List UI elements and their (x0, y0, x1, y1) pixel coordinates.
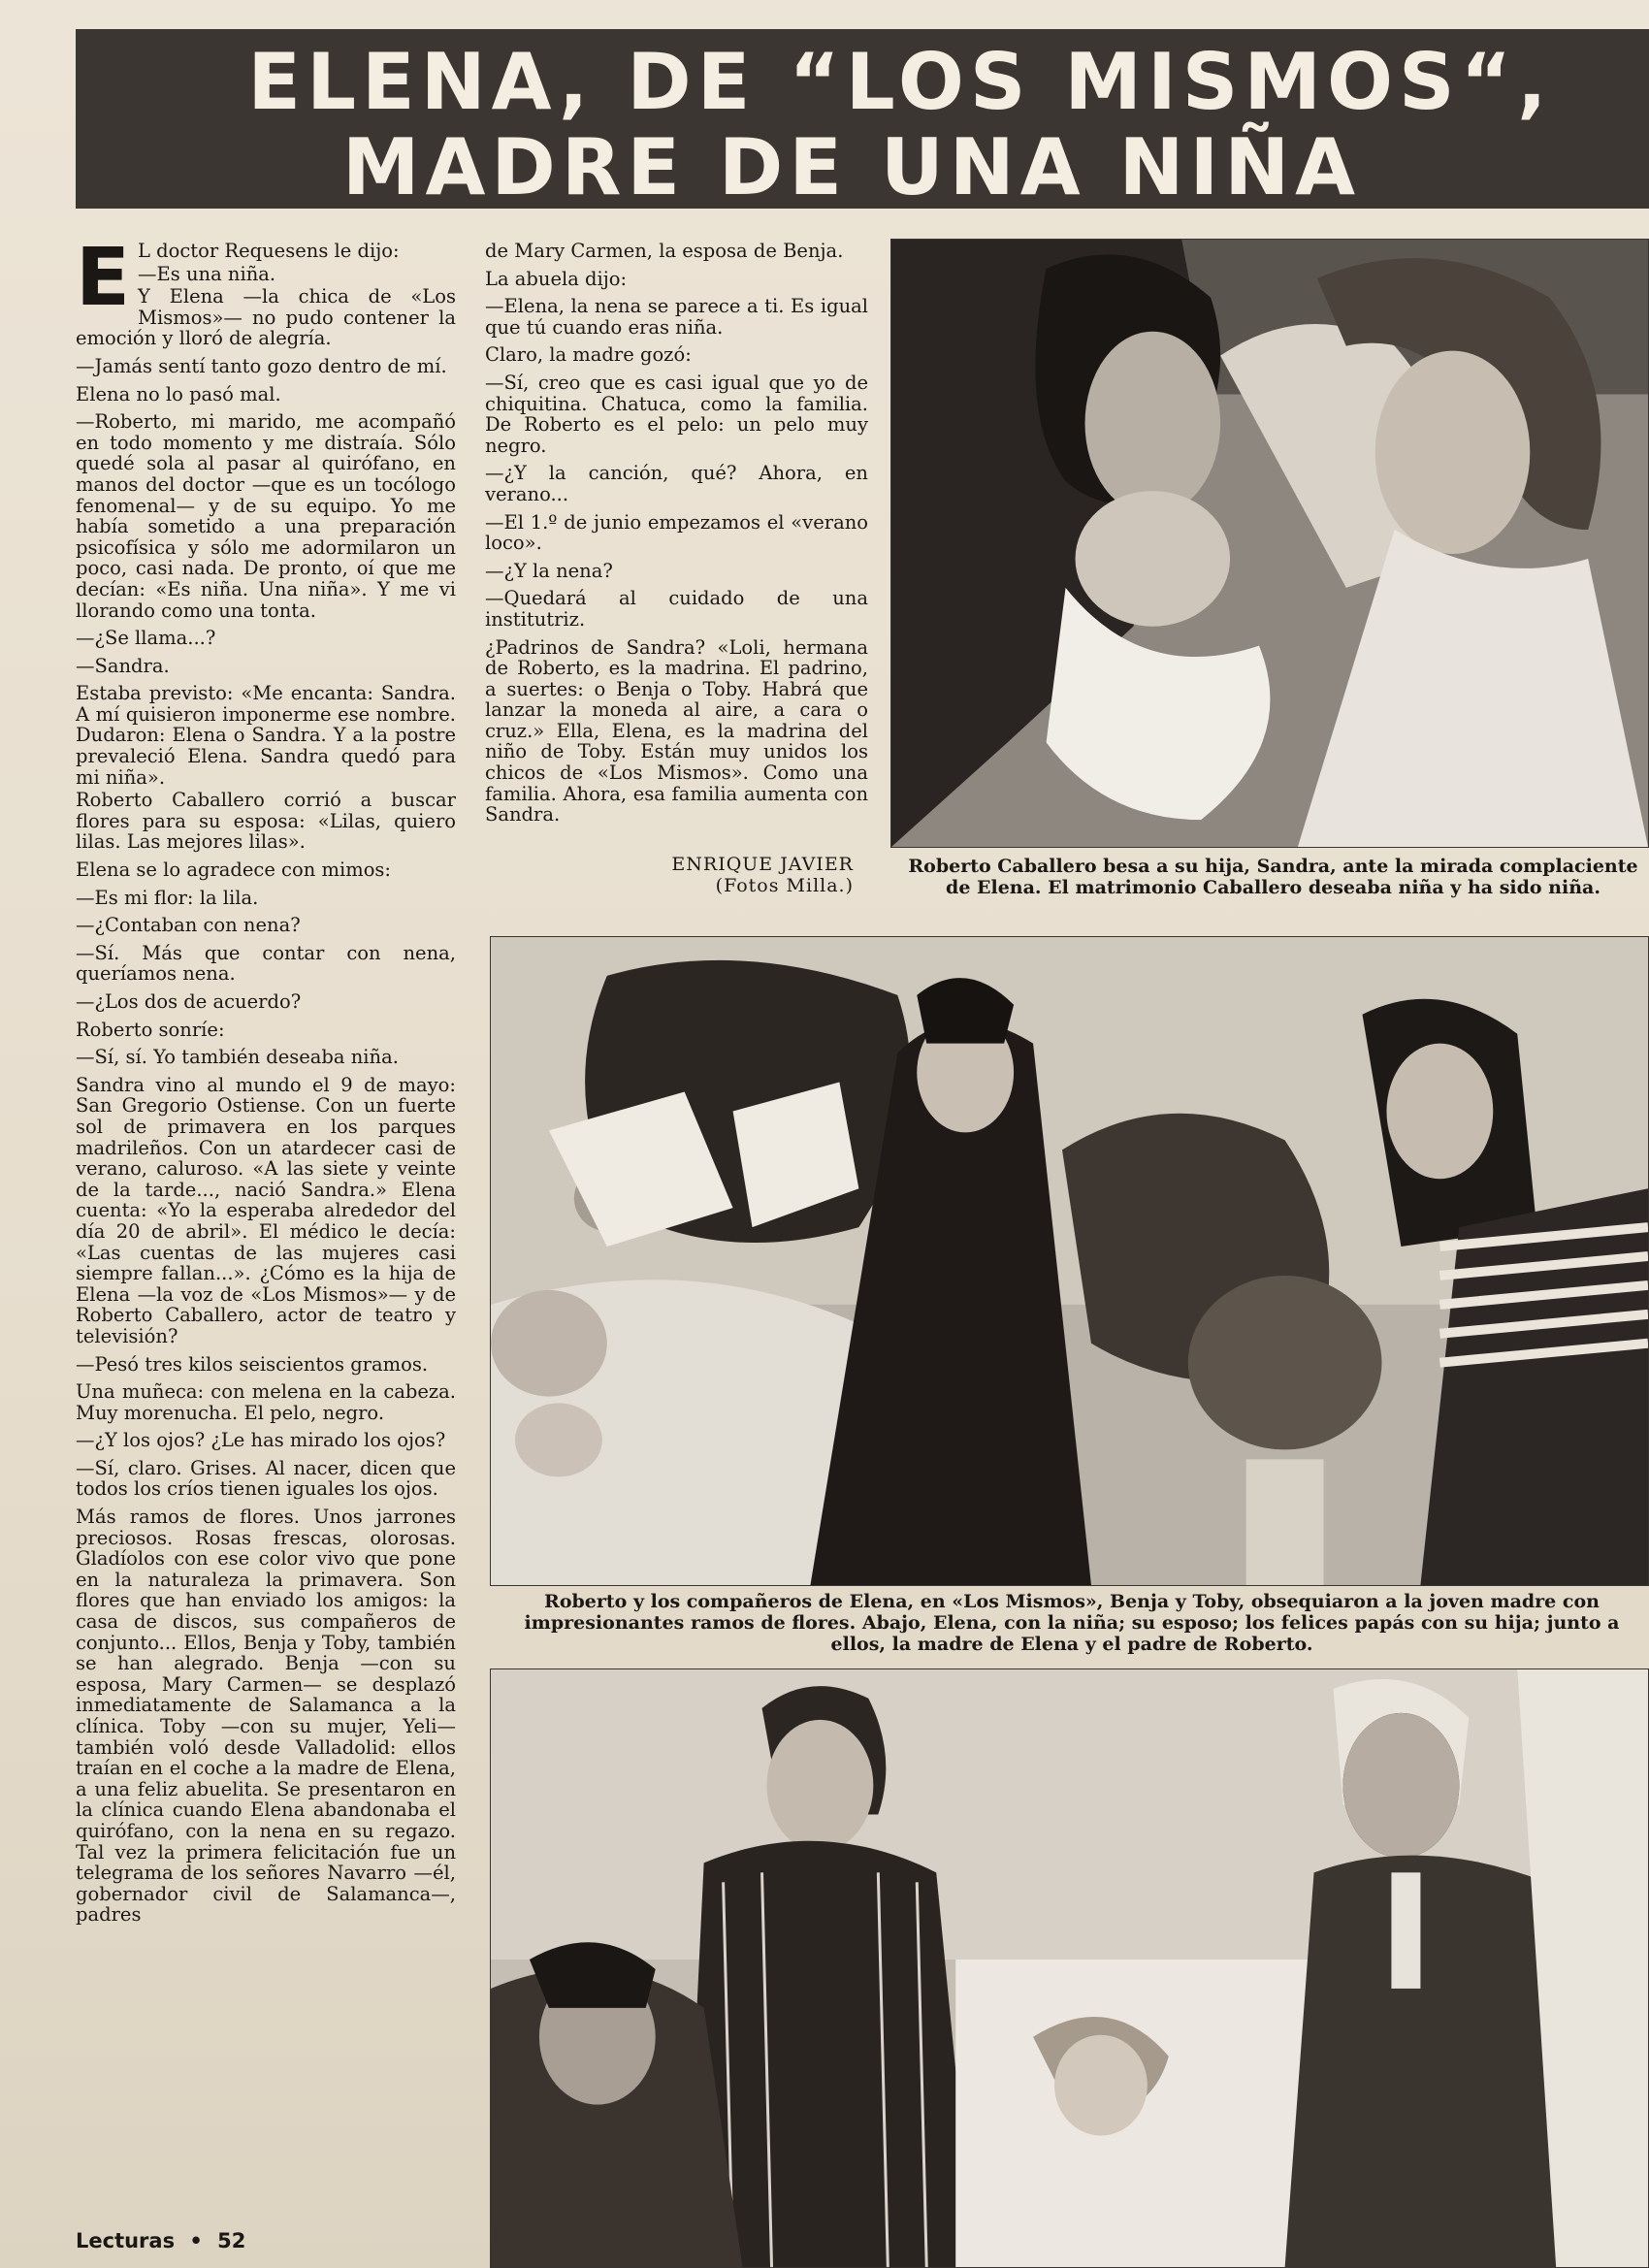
paragraph: —Sí, claro. Grises. Al nacer, dicen que todos los críos tienen iguales los ojos. (76, 1456, 456, 1501)
byline (543, 854, 854, 896)
paragraph: ¿Padrinos de Sandra? «Loli, hermana de Roberto, es la madrina. El padrino, a suertes: o Benja o Toby. Habrá que lanzar la moneda al aire, a cara o cruz.» Ella, Elena, es la madrina del niño de Toby. Están muy unidos los chicos de «Los Mismos». Como una familia. Ahora, esa familia aumenta con Sandra. (485, 635, 868, 826)
drop-cap: E (76, 232, 131, 324)
photo-family-bedside (490, 1669, 1649, 2268)
paragraph: Roberto Caballero corrió a buscar flores para su esposa: «Lilas, quiero lilas. Las mejores lilas». (76, 789, 456, 854)
paragraph: —¿Y los ojos? ¿Le has mirado los ojos? (76, 1429, 446, 1452)
paragraph: L doctor Requesens le dijo: (138, 240, 400, 262)
paragraph: —Jamás sentí tanto gozo dentro de mí. (76, 354, 447, 377)
paragraph: —Sandra. (76, 654, 170, 677)
paragraph: —Elena, la nena se parece a ti. Es igual que tú cuando eras niña. (485, 295, 868, 339)
article-column-1 (76, 232, 456, 1932)
headline-line-2: MADRE DE UNA NIÑA (341, 122, 1362, 209)
paragraph: —Sí. Más que contar con nena, queríamos nena. (76, 941, 456, 986)
paragraph: Una muñeca: con melena en la cabeza. Muy morenucha. El pelo, negro. (76, 1380, 456, 1424)
photo-caption-2: Roberto y los compañeros de Elena, en «Los Mismos», Benja y Toby, obsequiaron a la joven madre con impresionantes ramos de flores. Abajo, Elena, con la niña; su esposo; los felices papás con su hija; junto a ellos, la madre de Elena y el padre de Roberto. (524, 1591, 1620, 1655)
paragraph: —¿Y la nena? (485, 559, 613, 582)
paragraph: Elena no lo pasó mal. (76, 382, 281, 405)
headline-banner (76, 29, 1649, 209)
paragraph: —¿Se llama...? (76, 627, 216, 650)
paragraph: —¿Contaban con nena? (76, 914, 301, 937)
page-number: 52 (217, 2229, 246, 2252)
paragraph: —Roberto, mi marido, me acompañó en todo momento y me distraía. Sólo quedé sola al pasar al quirófano, en manos del doctor —que es un tocólogo fenomenal— y de su equipo. Yo me había sometido a una preparación psicofísica y sólo me adormilaron un poco, casi nada. De pronto, oí que me decían: «Es niña. Una niña». Y me vi llorando como una tonta. (76, 410, 456, 622)
paragraph: —Es una niña. (138, 262, 276, 285)
photo-flowers-visit (490, 936, 1649, 1586)
paragraph: —Sí, sí. Yo también deseaba niña. (76, 1046, 399, 1069)
paragraph: Claro, la madre gozó: (485, 343, 692, 367)
paragraph: —Pesó tres kilos seiscientos gramos. (76, 1352, 429, 1376)
paragraph: Roberto sonríe: (76, 1018, 225, 1041)
paragraph: de Mary Carmen, la esposa de Benja. (485, 240, 844, 262)
photo-credit: (Fotos Milla.) (715, 875, 854, 896)
paragraph: —El 1.º de junio empezamos el «verano loco». (485, 510, 868, 555)
author-name: ENRIQUE JAVIER (671, 854, 854, 875)
paragraph: Estaba previsto: «Me encanta: Sandra. A mí quisieron imponerme ese nombre. Dudaron: Elena o Sandra. Y a la postre prevaleció Elena. Sandra quedó para mi niña». (76, 682, 456, 789)
headline-line-1: ELENA, DE “LOS MISMOS“, (247, 37, 1553, 127)
paragraph: Y Elena —la chica de «Los Mismos»— no pudo contener la emoción y lloró de alegría. (76, 285, 456, 350)
article-column-2 (485, 241, 868, 832)
magazine-name: Lecturas (76, 2229, 176, 2252)
paragraph: —¿Y la canción, qué? Ahora, en verano... (485, 462, 868, 505)
photo-father-kissing-baby (890, 239, 1649, 848)
footer-bullet: • (189, 2229, 203, 2252)
page-footer (76, 2229, 253, 2252)
paragraph: —Quedará al cuidado de una institutriz. (485, 587, 868, 631)
paragraph: —Es mi flor: la lila. (76, 886, 259, 909)
paragraph: —¿Los dos de acuerdo? (76, 990, 302, 1013)
paragraph: Elena se lo agradece con mimos: (76, 859, 392, 882)
paragraph: Más ramos de flores. Unos jarrones preciosos. Rosas frescas, olorosas. Gladíolos con ese color vivo que pone en la naturaleza la primavera. Son flores que han enviado los amigos: la casa de discos, sus compañeros de conjunto... Ellos, Benja y Toby, también se han alegrado. Benja —con su esposa, Mary Carmen— se desplazó inmediatamente de Salamanca a la clínica. Toby —con su mujer, Yeli— también voló desde Valladolid: ellos traían en el coche a la madre de Elena, a una feliz abuelita. Se presentaron en la clínica cuando Elena abandonaba el quirófano, con la nena en su regazo. Tal vez la primera felicitación fue un telegrama de los señores Navarro —él, gobernador civil de Salamanca—, padres (76, 1506, 456, 1927)
photo-caption-1: Roberto Caballero besa a su hija, Sandra, ante la mirada complaciente de Elena. El matrimonio Caballero deseaba niña y ha sido niña. (908, 856, 1638, 898)
paragraph: —Sí, creo que es casi igual que yo de chiquitina. Chatuca, como la familia. De Roberto es el pelo: un pelo muy negro. (485, 371, 868, 457)
paragraph: La abuela dijo: (485, 267, 628, 290)
paragraph: Sandra vino al mundo el 9 de mayo: San Gregorio Ostiense. Con un fuerte sol de primavera en los parques madrileños. Con un atardecer casi de verano, caluroso. «A las siete y veinte de la tarde..., nació Sandra.» Elena cuenta: «Yo la esperaba alrededor del día 20 de abril». El médico le decía: «Las cuentas de las mujeres casi siempre fallan...». ¿Cómo es la hija de Elena —la voz de «Los Mismos»— y de Roberto Caballero, actor de teatro y televisión? (76, 1073, 456, 1347)
